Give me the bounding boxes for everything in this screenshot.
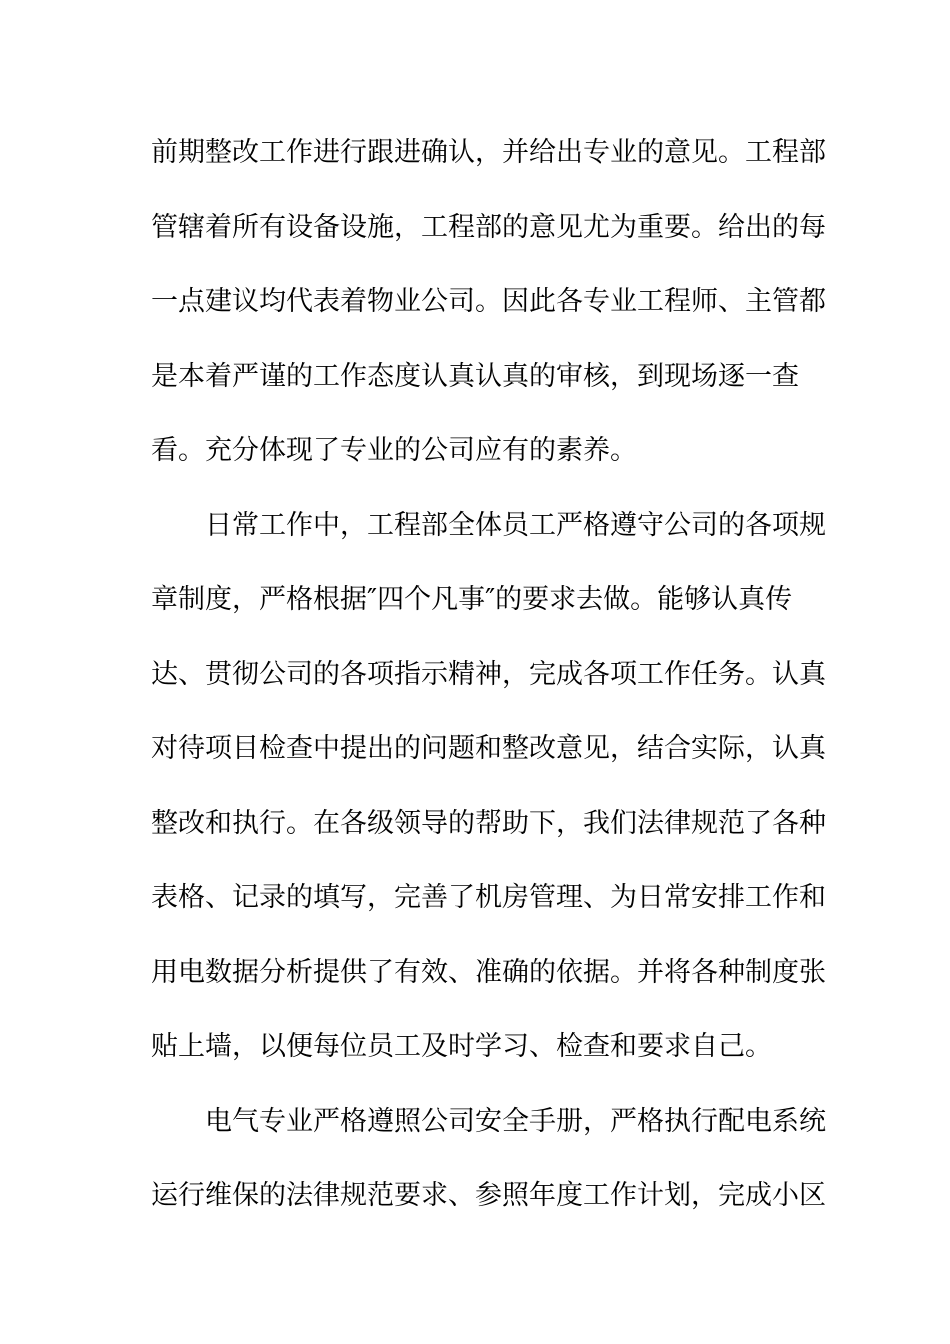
body-text: [151, 116, 826, 1234]
text-line: 达、贯彻公司的各项指示精神，完成各项工作任务。认真: [151, 658, 826, 690]
text-line: 一点建议均代表着物业公司。因此各专业工程师、主管都: [151, 286, 826, 317]
text-line: 对待项目检查中提出的问题和整改意见，结合实际，认真: [151, 733, 826, 764]
text-line: 表格、记录的填写，完善了机房管理、为日常安排工作和: [151, 882, 826, 913]
text-line: 管辖着所有设备设施，工程部的意见尤为重要。给出的每: [151, 211, 826, 243]
text-line: 日常工作中，工程部全体员工严格遵守公司的各项规: [205, 509, 826, 541]
text-line: 整改和执行。在各级领导的帮助下，我们法律规范了各种: [151, 807, 826, 839]
text-line: 电气专业严格遵照公司安全手册，严格执行配电系统: [205, 1105, 826, 1137]
text-line: 用电数据分析提供了有效、准确的依据。并将各种制度张: [151, 956, 826, 988]
text-line: 章制度，严格根据″四个凡事″的要求去做。能够认真传: [151, 584, 793, 615]
text-line: 是本着严谨的工作态度认真认真的审核，到现场逐一查: [151, 360, 799, 392]
text-line: 贴上墙，以便每位员工及时学习、检查和要求自己。: [151, 1031, 772, 1062]
text-line: 运行维保的法律规范要求、参照年度工作计划，完成小区: [151, 1180, 826, 1211]
text-line: 前期整改工作进行跟进确认，并给出专业的意见。工程部: [151, 137, 826, 168]
text-line: 看。充分体现了专业的公司应有的素养。: [151, 435, 637, 466]
